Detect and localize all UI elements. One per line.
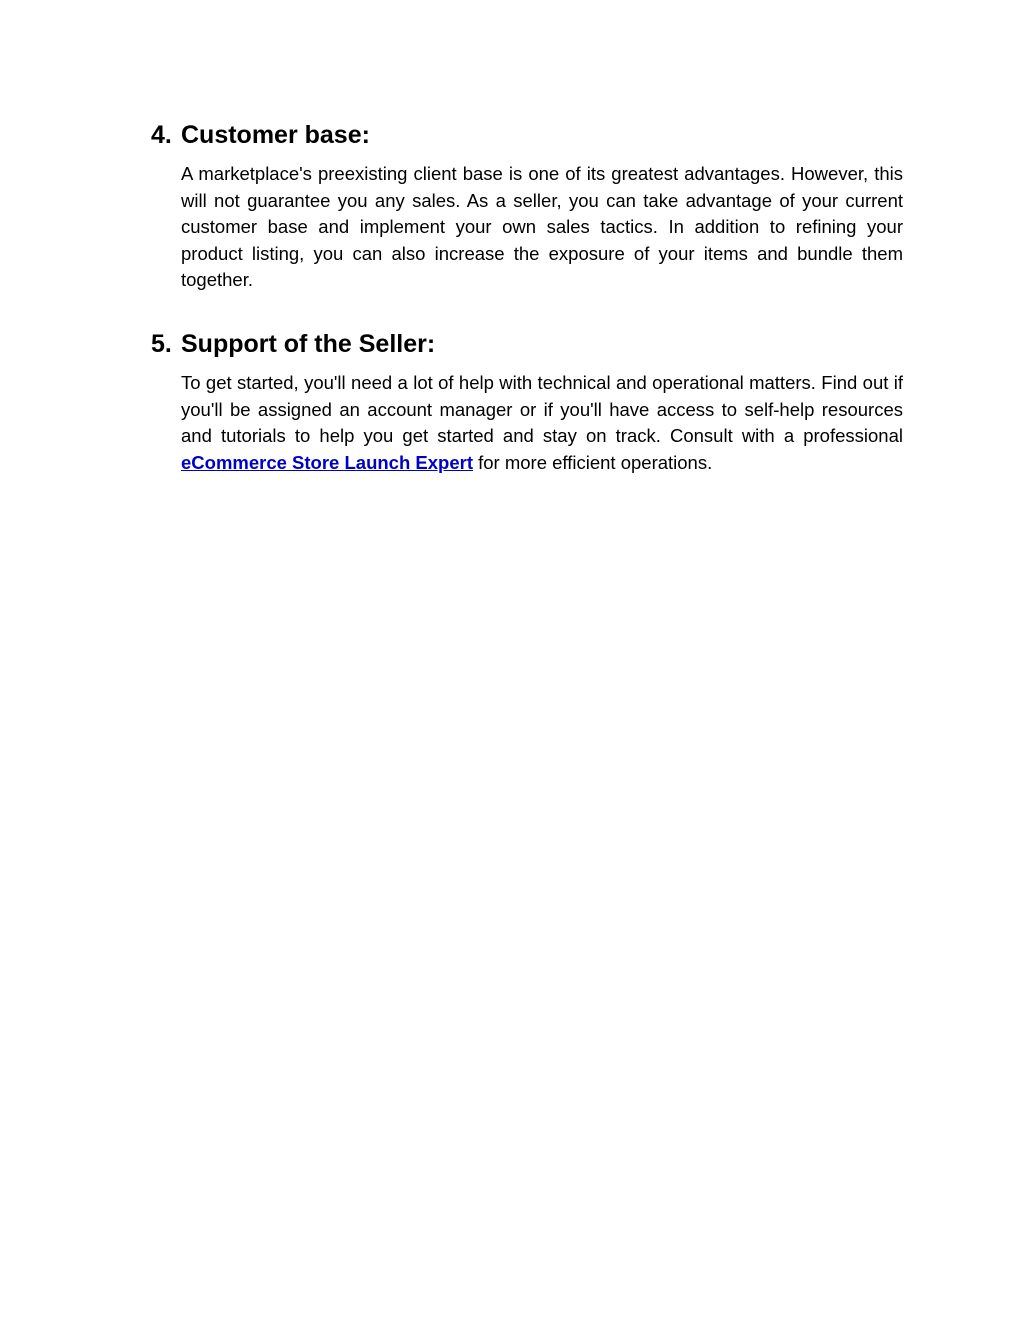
- section-number: 4.: [151, 121, 172, 149]
- section-paragraph: A marketplace's preexisting client base is one of its greatest advantages. However, this will not guarantee you any sales. As a seller, you can take advantage of your current customer base and implement your own sales tactics. In addition to refining your product listing, you can also increase the exposure of your items and bundle them together.: [181, 163, 903, 290]
- section-number: 5.: [151, 330, 172, 358]
- section-seller-support: [151, 328, 903, 476]
- section-heading: [151, 119, 903, 151]
- section-title: Support of the Seller:: [181, 330, 436, 358]
- section-title: Customer base:: [181, 121, 370, 149]
- section-paragraph: [181, 370, 903, 476]
- ecommerce-expert-link[interactable]: eCommerce Store Launch Expert: [181, 451, 473, 473]
- section-customer-base: [151, 119, 903, 294]
- paragraph-text-after-link: for more efficient operations.: [472, 451, 713, 473]
- section-heading: [151, 328, 903, 360]
- paragraph-text-before-link: To get started, you'll need a lot of help with technical and operational matters. Find out if you'll be assigned an account manager or if you'll have access to self-help resources and tutorials to help you get started and stay on track. Consult with a professional: [181, 372, 903, 446]
